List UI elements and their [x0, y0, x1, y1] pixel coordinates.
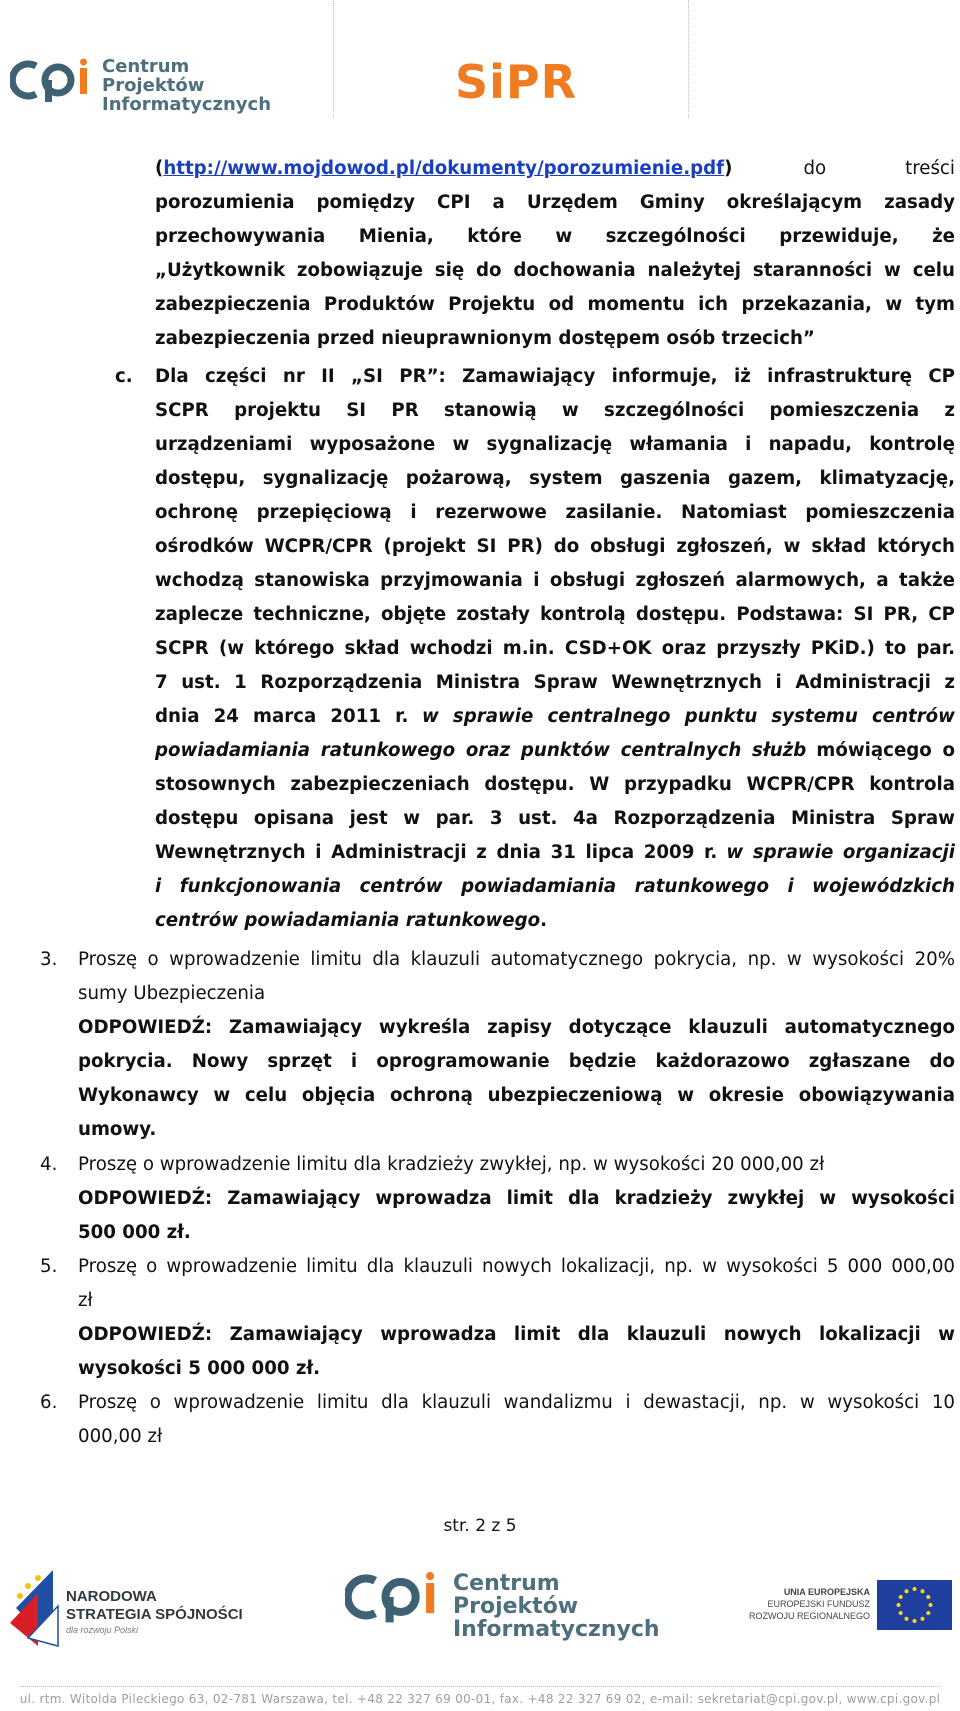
- item-6-number: 6.: [40, 1392, 58, 1413]
- item-b-line: porozumienia pomiędzy CPI a Urzędem Gminy określającym zasady: [155, 192, 955, 213]
- item-b-continuation: [155, 152, 955, 186]
- item-c-line: wchodzą stanowiska przyjmowania i obsługi zgłoszeń alarmowych, a także: [155, 570, 955, 591]
- footer-divider: [20, 1686, 940, 1687]
- cpi-logo-mark-icon: [10, 58, 105, 103]
- address-line: ul. rtm. Witolda Pileckiego 63, 02-781 Warszawa, tel. +48 22 327 69 00-01, fax. +48 22 327 69 02, e-mail: sekretariat@cpi.gov.pl, www.cpi.gov.pl: [19, 1692, 941, 1706]
- eu-line3: ROZWOJU REGIONALNEGO: [748, 1611, 870, 1621]
- nss-flag-icon: [8, 1568, 63, 1648]
- item-c-text-span: mówiącego o: [816, 740, 955, 761]
- cpi-logo-line2: Informatycznych: [102, 93, 272, 115]
- header-divider: [333, 0, 334, 118]
- eu-line2: EUROPEJSKI FUNDUSZ: [767, 1599, 870, 1609]
- item-c-text-span: Natomiast pomieszczenia: [681, 502, 955, 523]
- question-line: sumy Ubezpieczenia: [78, 983, 266, 1004]
- item-b-last: [155, 322, 955, 356]
- item-c-marker: c.: [115, 366, 133, 387]
- item-3-answer: [78, 1011, 955, 1113]
- item-4-answer: [78, 1182, 955, 1216]
- item-c-line: Dla części nr II „SI PR”: Zamawiający informuje, iż infrastrukturę CP: [155, 366, 955, 387]
- item-b-text: [155, 186, 955, 322]
- cpi-footer-line2: Informatycznych: [453, 1617, 660, 1643]
- item-c-line: ośrodków WCPR/CPR (projekt SI PR) do obsługi zgłoszeń, w skład których: [155, 536, 955, 557]
- item-5-question: [78, 1250, 955, 1284]
- item-c-line: dostępu opisana jest w par. 3 ust. 4a Rozporządzenia Ministra Spraw: [155, 808, 955, 829]
- item-b-line: przechowywania Mienia, które w szczególności przewiduje, że: [155, 226, 955, 247]
- nss-line2: STRATEGIA SPÓJNOŚCI: [66, 1606, 243, 1623]
- item-c-line: dostępu, sygnalizację pożarową, system gaszenia gazem, klimatyzację,: [155, 468, 955, 489]
- cpi-logo-mark-icon: [345, 1570, 455, 1625]
- question-line: Proszę o wprowadzenie limitu dla klauzuli nowych lokalizacji, np. w wysokości 5 000 000,00: [78, 1256, 955, 1277]
- item-4-number: 4.: [40, 1154, 58, 1175]
- item-c-text-span: dnia 24 marca 2011 r.: [155, 706, 409, 727]
- answer-line: 500 000 zł.: [78, 1222, 191, 1243]
- answer-line: ODPOWIEDŹ: Zamawiający wprowadza limit dla kradzieży zwykłej w wysokości: [78, 1188, 955, 1209]
- question-line: zł: [78, 1290, 93, 1311]
- question-line: 000,00 zł: [78, 1426, 163, 1447]
- item-3-question: [78, 943, 955, 977]
- cpi-footer-logo: [345, 1570, 665, 1643]
- item-6-question: [78, 1386, 955, 1420]
- item-c-line: [155, 734, 955, 768]
- item-b-line: zabezpieczenia przed nieuprawnionym dostępem osób trzecich”: [155, 328, 815, 349]
- item-c-italic-span: powiadamiania ratunkowego oraz punktów centralnych służb: [155, 740, 807, 761]
- page-number: str. 2 z 5: [443, 1516, 517, 1536]
- cpi-logo: [10, 56, 280, 115]
- eu-flag-icon: [877, 1580, 952, 1630]
- item-3-number: 3.: [40, 949, 58, 970]
- item-c-italic-span: w sprawie centralnego punktu systemu centrów: [421, 706, 955, 727]
- question-line: Proszę o wprowadzenie limitu dla klauzuli automatycznego pokrycia, np. w wysokości 20%: [78, 949, 955, 970]
- item-c-line: SCPR projektu SI PR stanowią w szczególności pomieszczenia z: [155, 400, 955, 421]
- item-c-text-span: ochronę przepięciową i rezerwowe zasilanie.: [155, 502, 663, 523]
- answer-line: wysokości 5 000 000 zł.: [78, 1358, 321, 1379]
- item-c-line: [155, 836, 955, 870]
- nss-line3: dla rozwoju Polski: [66, 1625, 139, 1635]
- nss-logo: [8, 1568, 248, 1658]
- item-c-line: zaplecze techniczne, objęte zostały kontrolą dostępu. Podstawa: SI PR, CP: [155, 604, 955, 625]
- item-b-line: zabezpieczenia Produktów Projektu od momentu ich przekazania, w tym: [155, 294, 955, 315]
- item-c-text-span: .: [540, 910, 548, 931]
- item-b-line: „Użytkownik zobowiązuje się do dochowania należytej staranności w celu: [155, 260, 955, 281]
- header-divider: [688, 0, 689, 118]
- item-3-answer-end: [78, 1113, 955, 1147]
- eu-logo: [745, 1580, 955, 1650]
- answer-line: pokrycia. Nowy sprzęt i oprogramowanie będzie każdorazowo zgłaszane do: [78, 1051, 955, 1072]
- item-4-question: [78, 1148, 955, 1182]
- footer-logos: [0, 1560, 960, 1670]
- sipr-logo: [455, 55, 578, 109]
- item-3-question-end: [78, 977, 955, 1011]
- item-b-line: (http://www.mojdowod.pl/dokumenty/porozumienie.pdf) do treści: [155, 158, 955, 179]
- item-c-last: [155, 904, 955, 938]
- item-c-line: [155, 904, 955, 938]
- item-c-line: stosownych zabezpieczeniach dostępu. W przypadku WCPR/CPR kontrola: [155, 774, 955, 795]
- item-c-line: [155, 700, 955, 734]
- item-c-italic-span: centrów powiadamiania ratunkowego: [155, 910, 541, 931]
- eu-line1: UNIA EUROPEJSKA: [783, 1587, 870, 1597]
- item-c-line: 7 ust. 1 Rozporządzenia Ministra Spraw Wewnętrznych i Administracji z: [155, 672, 955, 693]
- sipr-logo-text: SiPR: [455, 55, 578, 109]
- item-5-answer: [78, 1318, 955, 1352]
- question-line: Proszę o wprowadzenie limitu dla klauzuli wandalizmu i dewastacji, np. w wysokości 10: [78, 1392, 955, 1413]
- item-c-line: SCPR (w którego skład wchodzi m.in. CSD+OK oraz przyszły PKiD.) to par.: [155, 638, 955, 659]
- answer-line: Wykonawcy w celu objęcia ochroną ubezpieczeniową w okresie obowiązywania: [78, 1085, 955, 1106]
- item-c-text: [155, 360, 955, 904]
- answer-line: ODPOWIEDŹ: Zamawiający wprowadza limit dla klauzuli nowych lokalizacji w: [78, 1324, 955, 1345]
- item-5-question-end: [78, 1284, 955, 1318]
- answer-line: ODPOWIEDŹ: Zamawiający wykreśla zapisy dotyczące klauzuli automatycznego: [78, 1017, 955, 1038]
- cpi-footer-line1: Centrum Projektów: [453, 1571, 579, 1620]
- item-c-line: [155, 496, 955, 530]
- item-4-answer-end: [78, 1216, 955, 1250]
- cpi-logo-line1: Centrum Projektów: [102, 56, 205, 96]
- nss-line1: NARODOWA: [66, 1588, 157, 1605]
- item-5-number: 5.: [40, 1256, 58, 1277]
- question-line: Proszę o wprowadzenie limitu dla kradzieży zwykłej, np. w wysokości 20 000,00 zł: [78, 1154, 825, 1175]
- item-c-line: i funkcjonowania centrów powiadamiania ratunkowego i wojewódzkich: [155, 876, 955, 897]
- item-6-question-end: [78, 1420, 955, 1454]
- page-header: [0, 0, 960, 140]
- item-c-italic-span: w sprawie organizacji: [726, 842, 955, 863]
- item-c-text-span: Wewnętrznych i Administracji z dnia 31 lipca 2009 r.: [155, 842, 718, 863]
- answer-line: umowy.: [78, 1119, 157, 1140]
- porozumienie-link[interactable]: http://www.mojdowod.pl/dokumenty/porozumienie.pdf: [163, 158, 725, 179]
- item-c-line: urządzeniami wyposażone w sygnalizację włamania i napadu, kontrolę: [155, 434, 955, 455]
- item-5-answer-end: [78, 1352, 955, 1386]
